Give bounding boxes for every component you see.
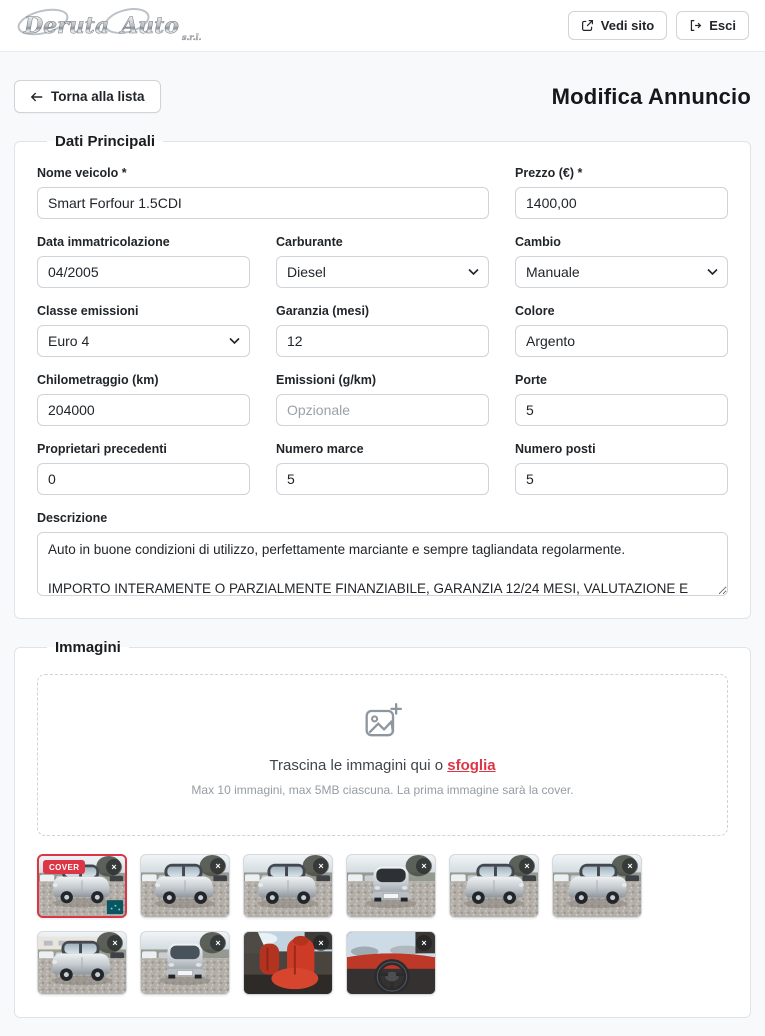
remove-image-button[interactable]: ×: [416, 858, 432, 874]
field-porte: [515, 373, 728, 426]
nome-veicolo-label: Nome veicolo *: [37, 166, 127, 180]
field-numero-marce: [276, 442, 489, 495]
field-nome-veicolo: [37, 166, 489, 219]
cambio-select[interactable]: [515, 256, 728, 288]
numero-marce-label: Numero marce: [276, 442, 364, 456]
view-site-label: Vedi sito: [600, 18, 655, 33]
data-immatricolazione-label: Data immatricolazione: [37, 235, 170, 249]
logout-icon: [689, 19, 702, 32]
section-legend-immagini: Immagini: [55, 639, 121, 656]
field-prezzo: [515, 166, 728, 219]
nome-veicolo-input[interactable]: [37, 187, 489, 219]
proprietari-label: Proprietari precedenti: [37, 442, 167, 456]
field-chilometraggio: [37, 373, 250, 426]
garanzia-input[interactable]: [276, 325, 489, 357]
remove-image-button[interactable]: ×: [519, 858, 535, 874]
logout-button[interactable]: [676, 11, 749, 40]
remove-image-button[interactable]: ×: [416, 935, 432, 951]
field-colore: [515, 304, 728, 357]
field-proprietari: [37, 442, 250, 495]
remove-image-button[interactable]: ×: [106, 859, 122, 875]
field-descrizione: [37, 511, 728, 596]
porte-label: Porte: [515, 373, 547, 387]
field-carburante: [276, 235, 489, 288]
colore-input[interactable]: [515, 325, 728, 357]
field-emissioni: [276, 373, 489, 426]
field-data-immatricolazione: [37, 235, 250, 288]
section-legend-dati-principali: Dati Principali: [55, 133, 156, 150]
classe-emissioni-label: Classe emissioni: [37, 304, 139, 318]
image-thumbnail[interactable]: [552, 854, 642, 918]
remove-image-button[interactable]: ×: [313, 935, 329, 951]
back-to-list-button[interactable]: [14, 80, 161, 113]
arrow-left-icon: [30, 90, 44, 104]
data-immatricolazione-input[interactable]: [37, 256, 250, 288]
image-thumbnail[interactable]: [449, 854, 539, 918]
logout-label: Esci: [709, 18, 736, 33]
field-cambio: [515, 235, 728, 288]
browse-link[interactable]: sfoglia: [447, 757, 496, 774]
image-thumbnail[interactable]: [37, 931, 127, 995]
image-thumbnail[interactable]: [346, 854, 436, 918]
app-header: [0, 0, 765, 52]
remove-image-button[interactable]: ×: [622, 858, 638, 874]
section-immagini: [14, 639, 751, 1018]
view-site-button[interactable]: [568, 11, 667, 40]
dealer-logo: [16, 6, 201, 46]
remove-image-button[interactable]: ×: [210, 858, 226, 874]
colore-label: Colore: [515, 304, 555, 318]
numero-marce-input[interactable]: [276, 463, 489, 495]
image-thumbnail[interactable]: [243, 931, 333, 995]
remove-image-button[interactable]: ×: [210, 935, 226, 951]
chilometraggio-label: Chilometraggio (km): [37, 373, 159, 387]
section-dati-principali: [14, 133, 751, 619]
dropzone-hint: Max 10 immagini, max 5MB ciascuna. La prima immagine sarà la cover.: [191, 783, 574, 797]
emissioni-label: Emissioni (g/km): [276, 373, 377, 387]
image-thumbnail[interactable]: [140, 854, 230, 918]
garanzia-label: Garanzia (mesi): [276, 304, 370, 318]
remove-image-button[interactable]: ×: [313, 858, 329, 874]
image-thumbnail[interactable]: [243, 854, 333, 918]
image-thumbnails-grid: [37, 854, 728, 995]
descrizione-textarea[interactable]: [37, 532, 728, 596]
porte-input[interactable]: [515, 394, 728, 426]
field-classe-emissioni: [37, 304, 250, 357]
image-thumbnail[interactable]: [346, 931, 436, 995]
image-thumbnail[interactable]: [140, 931, 230, 995]
dropzone-text: Trascina le immagini qui o sfoglia: [269, 757, 496, 774]
prezzo-input[interactable]: [515, 187, 728, 219]
emissioni-input[interactable]: [276, 394, 489, 426]
cambio-label: Cambio: [515, 235, 561, 249]
field-garanzia: [276, 304, 489, 357]
numero-posti-label: Numero posti: [515, 442, 596, 456]
descrizione-label: Descrizione: [37, 511, 108, 525]
chilometraggio-input[interactable]: [37, 394, 250, 426]
prezzo-label: Prezzo (€) *: [515, 166, 583, 180]
remove-image-button[interactable]: ×: [107, 935, 123, 951]
classe-emissioni-select[interactable]: [37, 325, 250, 357]
numero-posti-input[interactable]: [515, 463, 728, 495]
carburante-select[interactable]: [276, 256, 489, 288]
field-numero-posti: [515, 442, 728, 495]
image-dropzone[interactable]: [37, 674, 728, 836]
logo-text: Deruta Auto $_{s.r.l.}$: [24, 12, 201, 42]
cover-badge: COVER: [43, 860, 85, 874]
page-title: Modifica Annuncio: [551, 83, 751, 109]
proprietari-input[interactable]: [37, 463, 250, 495]
carburante-label: Carburante: [276, 235, 343, 249]
external-link-icon: [581, 19, 594, 32]
image-thumbnail[interactable]: [37, 854, 127, 918]
main-content: [0, 80, 765, 1036]
image-plus-icon: [363, 703, 403, 739]
back-to-list-label: Torna alla lista: [51, 89, 145, 104]
